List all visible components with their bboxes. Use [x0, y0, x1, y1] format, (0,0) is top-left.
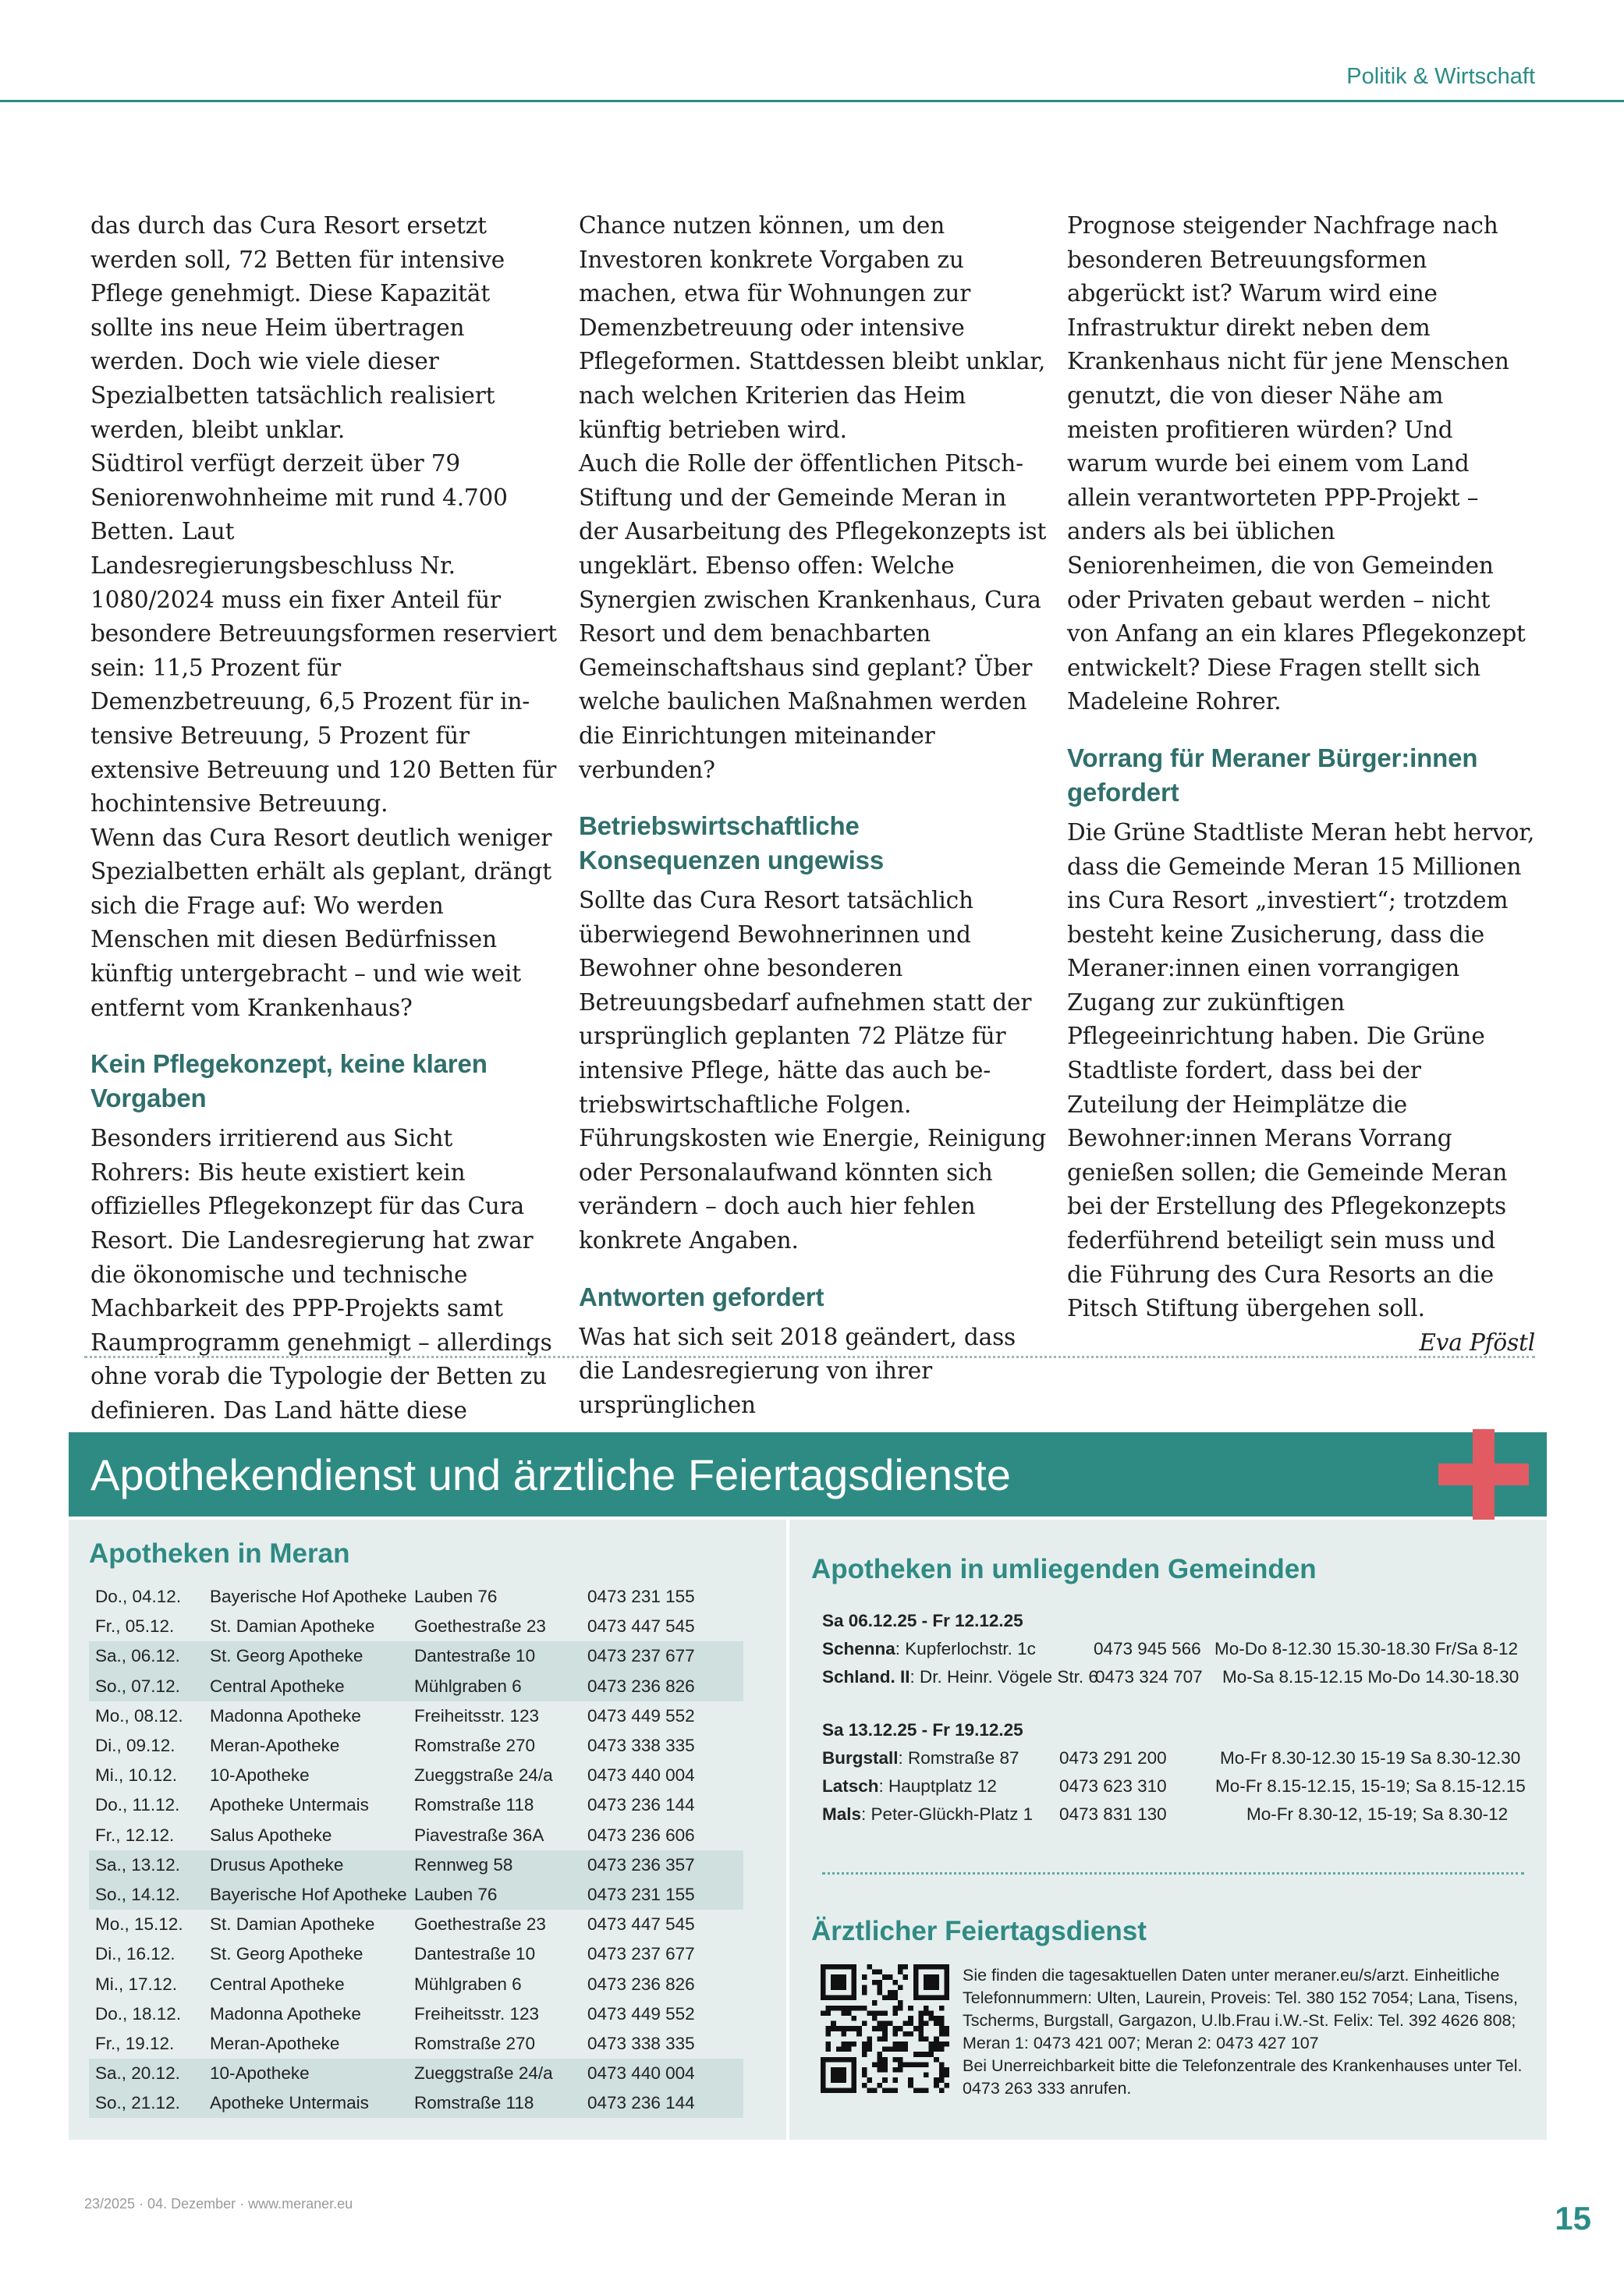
table-row — [89, 1761, 743, 1790]
row-date: Mo., 15.12. — [95, 1914, 183, 1935]
table-row — [89, 1582, 743, 1612]
section-label: Politik & Wirtschaft — [1346, 64, 1535, 89]
pharmacy-address: Freiheitsstr. 123 — [414, 1705, 540, 1726]
article-column-1 — [90, 209, 558, 1462]
row-date: Mi., 10.12. — [95, 1765, 178, 1786]
paragraph: Sollte das Cura Resort tatsächlich überwiegend Bewohnerinnen und Bewohner ohne besonderen Betreuungsbedarf aufnehmen statt der ursprünglich geplanten 72 Plätze für intensive Pflege, hätte das auch betriebswirtschaftliche Folgen. Führungskosten wie Energie, Reinigung oder Personalaufwand könnten sich verändern – doch auch hier fehlen konkrete Angaben. — [579, 887, 1046, 1254]
table-row — [89, 1790, 743, 1820]
pharmacy-name: Meran-Apotheke — [210, 1736, 340, 1756]
table-row — [89, 2088, 743, 2118]
doctor-service-text — [963, 1964, 1540, 2100]
pharmacy-address: Lauben 76 — [414, 1880, 587, 1910]
place-hours: Mo-Do 8-12.30 15.30-18.30 Fr/Sa 8-12 — [1214, 1639, 1518, 1658]
pharmacy-address: Romstraße 118 — [414, 2088, 587, 2118]
pharmacy-address: Romstraße 270 — [414, 2033, 536, 2053]
table-row — [89, 1969, 743, 1999]
pharmacy-name: Meran-Apotheke — [210, 2033, 340, 2053]
pharmacy-phone: 0473 237 677 — [587, 1944, 695, 1964]
dotted-divider — [822, 1872, 1524, 1875]
row-date: Mi., 17.12. — [95, 1974, 178, 1994]
qr-code-icon — [821, 1964, 949, 2093]
article-column-2 — [579, 209, 1047, 1422]
pharmacy-name: Madonna Apotheke — [210, 2003, 361, 2024]
surrounding-panel — [789, 1520, 1547, 2140]
paragraph: das durch das Cura Resort ersetzt werden soll, 72 Betten für intensive Pflege genehmigt. Diese Kapazität sollte ins neue Heim übertragen werden. Doch wie viele dieser Spezialbetten tatsächlich realisiert werden, bleibt unklar. — [90, 212, 505, 443]
pharmacy-name: Apotheke Untermais — [210, 1795, 369, 1815]
row-date: Di., 16.12. — [95, 1944, 176, 1964]
place-hours: Mo-Fr 8.30-12.30 15-19 Sa 8.30-12.30 — [1220, 1748, 1521, 1768]
paragraph: Prognose steigender Nachfrage nach besonderen Betreuungsformen abgerückt ist? Warum wird eine Infrastruktur direkt neben dem Krankenhaus nicht für jene Menschen genutzt, die von dieser Nähe am meisten profitieren würden? Und warum wurde bei einem vom Land allein verantworteten PPP-Projekt – anders als bei üblichen Seniorenheimen, die von Gemeinden oder Privaten gebaut werden – nicht von Anfang an ein klares Pflegekonzept entwickelt? Diese Fragen stellt sich Madeleine Rohrer. — [1067, 212, 1526, 715]
pharmacy-name: St. Damian Apotheke — [210, 1616, 375, 1637]
pharmacy-phone: 0473 338 335 — [587, 1736, 695, 1756]
table-row — [89, 1850, 743, 1880]
pharmacy-phone: 0473 236 357 — [587, 1850, 743, 1880]
pharmacy-address: Goethestraße 23 — [414, 1914, 546, 1935]
pharmacy-address: Mühlgraben 6 — [414, 1974, 522, 1994]
pharmacy-name: Madonna Apotheke — [210, 1705, 361, 1726]
place-hours: Mo-Fr 8.30-12, 15-19; Sa 8.30-12 — [1246, 1804, 1509, 1824]
pharmacy-phone: 0473 237 677 — [587, 1641, 743, 1671]
pharmacy-phone: 0473 447 545 — [587, 1616, 695, 1637]
place-address: : Hauptplatz 12 — [878, 1776, 997, 1796]
table-row — [89, 1999, 743, 2029]
page-number: 15 — [1555, 2200, 1591, 2237]
pharmacy-phone: 0473 440 004 — [587, 1765, 695, 1786]
place-hours: Mo-Fr 8.15-12.15, 15-19; Sa 8.15-12.15 — [1215, 1776, 1526, 1796]
row-date: Fr., 19.12. — [95, 2033, 175, 2053]
place-address: : Romstraße 87 — [898, 1748, 1019, 1768]
place-phone: 0473 623 310 — [1059, 1776, 1167, 1796]
list-item — [822, 1663, 1524, 1691]
pharmacy-address: Dantestraße 10 — [414, 1944, 536, 1964]
table-row — [89, 1641, 743, 1671]
pharmacy-address: Freiheitsstr. 123 — [414, 2003, 540, 2024]
week-header: Sa 06.12.25 - Fr 12.12.25 — [822, 1611, 1023, 1630]
pharmacy-name: Central Apotheke — [210, 1672, 414, 1701]
pharmacy-name: Bayerische Hof Apotheke — [210, 1587, 407, 1607]
place-phone: 0473 324 707 — [1095, 1667, 1203, 1687]
author: Eva Pföstl — [1419, 1329, 1535, 1356]
pharmacy-phone: 0473 236 144 — [587, 1795, 695, 1815]
table-row — [89, 2059, 743, 2088]
row-date: Di., 09.12. — [95, 1736, 176, 1756]
pharmacy-phone: 0473 236 606 — [587, 1825, 695, 1845]
row-date: Sa., 20.12. — [89, 2059, 210, 2088]
pharmacy-address: Zueggstraße 24/a — [414, 2059, 587, 2088]
list-item — [822, 1800, 1524, 1829]
pharmacy-address: Piavestraße 36A — [414, 1825, 544, 1845]
pharmacy-name: St. Georg Apotheke — [210, 1944, 363, 1964]
pharmacy-phone: 0473 447 545 — [587, 1914, 695, 1935]
row-date: Fr., 12.12. — [95, 1825, 175, 1845]
pharmacy-address: Mühlgraben 6 — [414, 1672, 587, 1701]
subheading: Vorrang für Meraner Bürger:innen gefordert — [1067, 743, 1478, 807]
paragraph: Auch die Rolle der öffentlichen Pitsch-Stiftung und der Gemeinde Meran in der Ausarbeitung des Pflegekonzepts ist ungeklärt. Ebenso offen: Welche Synergien zwischen Krankenhaus, Cura Resort und dem benachbarten Gemeinschaftshaus sind geplant? Über welche baulichen Maßnahmen werden die Einrichtungen miteinander verbunden? — [579, 450, 1047, 783]
row-date: Sa., 06.12. — [89, 1641, 210, 1671]
table-row — [89, 1672, 743, 1701]
pharmacy-phone: 0473 338 335 — [587, 2033, 695, 2053]
surrounding-title: Apotheken in umliegenden Gemeinden — [811, 1554, 1317, 1584]
row-date: Mo., 08.12. — [95, 1705, 183, 1726]
service-banner — [69, 1432, 1547, 1517]
paragraph: Die Grüne Stadtliste Meran hebt hervor, dass die Gemeinde Meran 15 Millionen ins Cura Resort „investiert“; trotzdem besteht keine Zusicherung, dass die Meraner:innen einen vorrangigen Zugang zur zukünftigen Pflegeeinrichtung haben. Die Grüne Stadtliste fordert, dass bei der Zuteilung der Heimplätze die Bewohner:innen Merans Vorrang genießen sollen; die Gemeinde Meran bei der Erstellung des Pflegekonzepts federführend beteiligt sein muss und die Führung des Cura Resorts an die Pitsch Stiftung übergehen soll. — [1067, 818, 1535, 1322]
table-row — [89, 2029, 743, 2059]
place-address: : Peter-Glückh-Platz 1 — [861, 1804, 1034, 1824]
list-item — [822, 1635, 1524, 1663]
place-address: : Dr. Heinr. Vögele Str. 6 — [910, 1667, 1098, 1687]
pharmacy-name: St. Georg Apotheke — [210, 1641, 414, 1671]
week-header: Sa 13.12.25 - Fr 19.12.25 — [822, 1720, 1023, 1740]
pharmacy-phone: 0473 449 552 — [587, 2003, 695, 2024]
pharmacy-phone: 0473 449 552 — [587, 1705, 695, 1726]
medical-cross-icon — [1438, 1429, 1529, 1520]
pharmacy-name: Bayerische Hof Apotheke — [210, 1880, 414, 1910]
pharmacy-address: Rennweg 58 — [414, 1850, 587, 1880]
pharmacy-address: Dantestraße 10 — [414, 1641, 587, 1671]
table-row — [89, 1731, 743, 1761]
place-hours: Mo-Sa 8.15-12.15 Mo-Do 14.30-18.30 — [1222, 1667, 1519, 1687]
paragraph: Südtirol verfügt derzeit über 79 Seniorenwohnheime mit rund 4.700 Betten. Laut Landesregierungsbeschluss Nr. 1080/2024 muss ein fixer Anteil für besondere Betreuungsformen reserviert sein: 11,5 Prozent für Demenzbetreuung, 6,5 Prozent für intensive Betreuung, 5 Prozent für extensive Betreuung und 120 Betten für hochintensive Betreuung. — [90, 450, 557, 818]
place-phone: 0473 831 130 — [1059, 1804, 1167, 1824]
pharmacy-phone: 0473 236 826 — [587, 1974, 695, 1994]
pharmacy-address: Lauben 76 — [414, 1587, 498, 1607]
place-name: Schenna — [822, 1639, 895, 1658]
row-date: Do., 11.12. — [95, 1795, 180, 1815]
pharmacy-phone: 0473 236 826 — [587, 1672, 743, 1701]
row-date: Fr., 05.12. — [95, 1616, 175, 1637]
pharmacy-name: Salus Apotheke — [210, 1825, 332, 1845]
doctor-fallback: Bei Unerreichbarkeit bitte die Telefonzentrale des Krankenhauses unter Tel. 0473 263 333 anrufen. — [963, 2056, 1523, 2098]
paragraph: Besonders irritierend aus Sicht Rohrers: Bis heute existiert kein offizielles Pflegekonzept für das Cura Resort. Die Landesregierung hat zwar die ökonomische und technische Machbarkeit des PPP-Projekts samt Raumprogramm genehmigt – allerdings ohne vorab die Typologie der Betten zu definieren. Das Land hätte diese — [90, 1125, 552, 1424]
pharmacy-phone: 0473 236 144 — [587, 2088, 743, 2118]
week-schedule — [822, 1607, 1524, 1691]
pharmacy-address: Goethestraße 23 — [414, 1616, 546, 1637]
table-row — [89, 1612, 743, 1641]
doctor-info: Sie finden die tagesaktuellen Daten unter meraner.eu/s/arzt. Einheitliche Telefonnummern: Ulten, Laurein, Proveis: Tel. 380 152 7054; Lana, Tisens, Tscherms, Burgstall, Gargazon, U.lb.Frau i.W.-St. Felix: Tel. 392 4626 808; Meran 1: 0473 421 007; Meran 2: 0473 427 107 — [963, 1966, 1518, 2052]
meran-pharmacies-title: Apotheken in Meran — [89, 1538, 350, 1569]
pharmacy-address: Zueggstraße 24/a — [414, 1765, 553, 1786]
subheading: Kein Pflegekonzept, keine klaren Vorgaben — [90, 1049, 488, 1113]
place-name: Schland. II — [822, 1667, 910, 1687]
pharmacy-table — [89, 1582, 743, 2118]
header-rule — [0, 100, 1624, 102]
list-item — [822, 1744, 1524, 1772]
place-address: : Kupferlochstr. 1c — [895, 1639, 1036, 1658]
row-date: So., 21.12. — [89, 2088, 210, 2118]
list-item — [822, 1772, 1524, 1800]
table-row — [89, 1880, 743, 1910]
paragraph: Chance nutzen können, um den Investoren konkrete Vorgaben zu machen, etwa für Wohnungen zur Demenzbetreuung oder intensive Pflegeformen. Stattdessen bleibt unklar, nach welchen Kriterien das Heim künftig betrieben wird. — [579, 212, 1046, 443]
table-row — [89, 1821, 743, 1850]
subheading: Antworten gefordert — [579, 1282, 824, 1311]
pharmacy-name: St. Damian Apotheke — [210, 1914, 375, 1935]
dotted-divider — [84, 1356, 1535, 1358]
pharmacy-name: Apotheke Untermais — [210, 2088, 414, 2118]
place-name: Mals — [822, 1804, 862, 1824]
pharmacy-name: Drusus Apotheke — [210, 1850, 414, 1880]
place-name: Latsch — [822, 1776, 879, 1796]
pharmacy-name: 10-Apotheke — [210, 1765, 310, 1786]
pharmacy-address: Romstraße 118 — [414, 1795, 534, 1815]
pharmacy-name: Central Apotheke — [210, 1974, 345, 1994]
paragraph: Was hat sich seit 2018 geändert, dass die Landesregierung von ihrer ursprünglichen — [579, 1323, 1016, 1418]
place-phone: 0473 291 200 — [1059, 1748, 1167, 1768]
place-phone: 0473 945 566 — [1094, 1639, 1201, 1658]
row-date: So., 14.12. — [89, 1880, 210, 1910]
footer-issue: 23/2025 · 04. Dezember · www.meraner.eu — [84, 2196, 353, 2212]
row-date: Do., 18.12. — [95, 2003, 182, 2024]
service-title: Apothekendienst und ärztliche Feiertagsdienste — [90, 1450, 1011, 1499]
pharmacy-address: Romstraße 270 — [414, 1736, 536, 1756]
week-schedule — [822, 1716, 1524, 1829]
row-date: Sa., 13.12. — [89, 1850, 210, 1880]
subheading: Betriebswirtschaftliche Konsequenzen ungewiss — [579, 811, 885, 875]
pharmacy-phone: 0473 231 155 — [587, 1880, 743, 1910]
table-row — [89, 1910, 743, 1939]
pharmacy-phone: 0473 440 004 — [587, 2059, 743, 2088]
place-name: Burgstall — [822, 1748, 899, 1768]
doctor-service-title: Ärztlicher Feiertagsdienst — [811, 1916, 1147, 1946]
pharmacy-phone: 0473 231 155 — [587, 1587, 695, 1607]
paragraph: Wenn das Cura Resort deutlich weniger Spezialbetten erhält als geplant, drängt sich die Frage auf: Wo werden Menschen mit diesen Bedürfnissen künftig untergebracht – und wie weit entfernt vom Krankenhaus? — [90, 824, 552, 1021]
table-row — [89, 1701, 743, 1731]
row-date: Do., 04.12. — [95, 1587, 182, 1607]
meran-pharmacies-panel — [69, 1520, 786, 2140]
pharmacy-name: 10-Apotheke — [210, 2059, 414, 2088]
row-date: So., 07.12. — [89, 1672, 210, 1701]
article-column-3 — [1067, 209, 1535, 1360]
table-row — [89, 1939, 743, 1969]
